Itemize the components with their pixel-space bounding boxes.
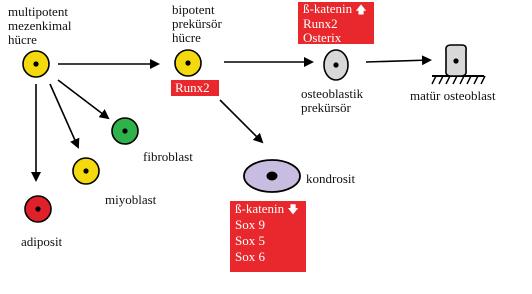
osteo-runx2: Runx2: [303, 16, 338, 31]
label-fibroblast: fibroblast: [143, 149, 193, 164]
label-multipotent: multipotent: [8, 4, 68, 19]
bipotent-cell: [175, 50, 201, 76]
osteo-beta-catenin: ß-katenin: [303, 1, 353, 16]
arrow-osteoprecursor-to-mature: [366, 60, 430, 62]
label-bipotent: bipotent: [172, 2, 215, 17]
chondro-sox9: Sox 9: [235, 217, 265, 232]
mature-osteoblast-cell: [446, 45, 466, 76]
chondro-factors-box: [230, 201, 306, 272]
label-mezenkimal: mezenkimal: [8, 18, 72, 33]
label-osteoblastik: osteoblastik: [301, 86, 364, 101]
label-hucre-bipotent: hücre: [172, 30, 201, 45]
chondro-sox5: Sox 5: [235, 233, 265, 248]
arrow-to-myoblast: [50, 84, 78, 147]
adipocyte-cell: [25, 196, 51, 222]
label-hucre-multipotent: hücre: [8, 32, 37, 47]
runx2-box: [171, 80, 219, 96]
label-prekursor-bipotent: prekürsör: [172, 16, 222, 31]
multipotent-cell: [23, 51, 49, 77]
label-matur-osteoblast: matür osteoblast: [410, 88, 496, 103]
down-arrow-icon: 🡇: [287, 204, 299, 216]
chondro-beta-catenin: ß-katenin: [235, 201, 285, 216]
arrow-to-fibroblast: [58, 80, 108, 118]
arrow-bipotent-to-chondrocyte: [220, 100, 262, 142]
label-kondrosit: kondrosit: [306, 171, 356, 186]
osteoprecursor-cell: [324, 50, 348, 80]
runx2-label: Runx2: [175, 80, 210, 95]
osteo-box-row-1: [298, 2, 374, 17]
chondro-box-row-1: [230, 202, 306, 217]
myoblast-cell: [73, 158, 99, 184]
label-miyoblast: miyoblast: [105, 192, 157, 207]
up-arrow-icon: 🡅: [355, 4, 367, 16]
chondro-sox6: Sox 6: [235, 249, 265, 264]
osteo-osterix: Osterix: [303, 30, 342, 45]
bone-surface: [432, 76, 485, 84]
label-osteoprecursor: prekürsör: [301, 100, 351, 115]
label-adiposit: adiposit: [21, 234, 63, 249]
fibroblast-cell: [112, 118, 138, 144]
chondrocyte-cell: [244, 160, 300, 192]
osteo-factors-box: [298, 2, 374, 44]
